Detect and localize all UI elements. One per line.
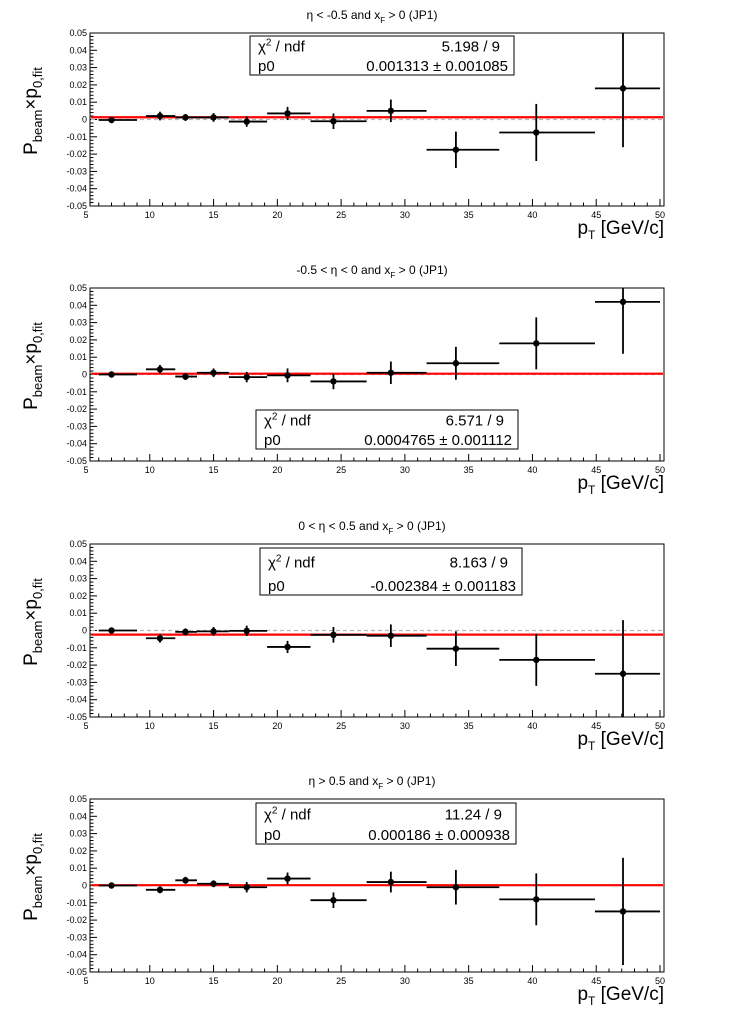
data-point-6 (267, 641, 310, 653)
y-tick-label: 0.01 (69, 608, 87, 619)
data-marker (284, 875, 290, 881)
chi-superscript: 2 (271, 805, 278, 817)
stats-p0-label: p0 (268, 578, 285, 595)
y-tick-label: -0.04 (66, 183, 87, 194)
data-marker (244, 628, 250, 634)
data-marker (453, 884, 459, 890)
stats-p0-value: 0.000186 ± 0.000938 (368, 827, 510, 844)
xlabel-main: p (577, 473, 589, 494)
stats-box (260, 548, 522, 595)
xlabel-main: p (577, 984, 589, 1005)
y-tick-label: 0 (81, 880, 87, 891)
ylabel-sub2: 0,fit (30, 833, 45, 855)
data-point-4 (197, 113, 229, 122)
xlabel-sub: T (588, 994, 596, 1008)
y-tick-label: 0.03 (69, 317, 87, 328)
x-tick-label: 50 (654, 465, 666, 475)
title-subscript: F (378, 782, 384, 791)
xlabel-unit: [GeV/c] (595, 473, 664, 494)
data-point-2 (146, 365, 175, 374)
data-marker (388, 108, 394, 114)
x-tick-label: 40 (527, 976, 538, 986)
x-tick-label: 40 (527, 721, 538, 731)
y-tick-label: -0.04 (66, 949, 87, 960)
ndf-text: / ndf (277, 412, 311, 430)
ylabel-sub1: beam (30, 620, 45, 654)
data-marker (182, 877, 188, 883)
ylabel-sub1: beam (30, 364, 45, 398)
data-marker (533, 657, 539, 663)
x-tick-label: 20 (272, 976, 283, 986)
y-tick-label: 0.04 (69, 811, 87, 822)
stats-p0-value: 0.001313 ± 0.001085 (366, 58, 508, 75)
x-tick-label: 45 (591, 976, 602, 986)
x-axis-label (577, 218, 664, 242)
stats-box (256, 803, 516, 844)
x-tick-label: 5 (83, 976, 89, 986)
stats-p0-value: 0.0004765 ± 0.001112 (364, 432, 512, 449)
data-marker (108, 117, 114, 123)
chi-superscript: 2 (271, 411, 278, 423)
ylabel-main: P (21, 908, 42, 921)
data-marker (210, 881, 216, 887)
x-axis-label (577, 473, 664, 497)
data-point-7 (310, 374, 366, 390)
x-tick-label: 15 (208, 976, 219, 986)
y-tick-label: 0.02 (69, 79, 87, 90)
y-tick-label: 0.05 (69, 539, 87, 549)
x-tick-label: 50 (654, 976, 666, 986)
data-marker (284, 644, 290, 650)
data-marker (244, 884, 250, 890)
x-tick-label: 15 (208, 721, 219, 731)
stats-chi2-label (264, 412, 312, 430)
y-tick-label: -0.05 (66, 712, 87, 722)
data-point-8 (367, 624, 427, 646)
title-subscript: F (390, 271, 396, 280)
xlabel-unit: [GeV/c] (595, 984, 664, 1005)
x-tick-label: 25 (336, 976, 347, 986)
ylabel-sub2: 0,fit (30, 578, 45, 600)
data-marker (533, 340, 539, 346)
y-tick-label: -0.01 (66, 131, 87, 142)
chart-panel-2 (21, 263, 665, 497)
x-tick-label: 25 (336, 210, 347, 220)
data-point-7 (310, 627, 366, 643)
x-tick-label: 15 (208, 465, 219, 475)
x-axis-label (577, 984, 664, 1008)
chart-title (296, 263, 447, 280)
data-marker (620, 299, 626, 305)
data-marker (453, 360, 459, 366)
data-marker (533, 896, 539, 902)
data-point-1 (99, 371, 137, 377)
x-tick-label: 35 (463, 721, 474, 731)
chi-superscript: 2 (265, 37, 272, 49)
x-tick-label: 35 (463, 976, 474, 986)
y-tick-label: -0.02 (66, 660, 87, 671)
data-point-7 (310, 113, 366, 129)
chart-panel-1 (21, 8, 665, 242)
title-text: > 0 (JP1) (385, 8, 438, 22)
data-marker (157, 887, 163, 893)
data-point-7 (310, 892, 366, 908)
xlabel-sub: T (588, 483, 596, 497)
x-tick-label: 30 (399, 721, 410, 731)
data-point-8 (367, 362, 427, 384)
x-tick-label: 20 (272, 721, 283, 731)
y-tick-label: 0.05 (69, 28, 87, 38)
data-marker (182, 373, 188, 379)
data-point-3 (175, 877, 197, 884)
y-axis-label (21, 578, 45, 666)
ylabel-main: P (21, 142, 42, 155)
x-tick-label: 5 (83, 210, 89, 220)
ndf-text: / ndf (277, 806, 311, 824)
y-tick-label: 0.02 (69, 334, 87, 345)
data-point-9 (427, 132, 500, 168)
data-point-6 (267, 873, 310, 885)
y-tick-label: -0.01 (66, 386, 87, 397)
ylabel-sub1: beam (30, 875, 45, 909)
chart-panel-3 (21, 519, 665, 753)
stats-p0-label: p0 (258, 58, 275, 75)
ylabel-times: ×p (21, 599, 42, 621)
data-marker (210, 628, 216, 634)
y-tick-label: -0.02 (66, 149, 87, 160)
x-tick-label: 30 (399, 976, 410, 986)
data-marker (330, 118, 336, 124)
data-marker (284, 372, 290, 378)
chi-symbol: χ (268, 554, 276, 572)
chart-title (307, 8, 438, 25)
y-tick-label: -0.02 (66, 915, 87, 926)
stats-chi2-value: 6.571 / 9 (445, 412, 504, 430)
y-tick-label: 0.05 (69, 283, 87, 293)
data-marker (244, 118, 250, 124)
ndf-text: / ndf (271, 38, 305, 56)
data-point-10 (499, 104, 595, 161)
title-text: η > 0.5 and x (308, 774, 379, 788)
title-text: η < -0.5 and x (306, 8, 381, 22)
title-text: > 0 (JP1) (395, 263, 448, 277)
data-marker (330, 632, 336, 638)
stats-chi2-value: 8.163 / 9 (449, 554, 508, 572)
xlabel-sub: T (588, 739, 596, 753)
y-tick-label: -0.03 (66, 421, 87, 432)
data-marker (108, 627, 114, 633)
x-tick-label: 10 (144, 465, 155, 475)
title-text: 0 < η < 0.5 and x (298, 519, 389, 533)
data-marker (620, 671, 626, 677)
data-point-11 (595, 288, 660, 354)
data-marker (620, 908, 626, 914)
title-text: > 0 (JP1) (383, 774, 436, 788)
data-point-4 (197, 368, 229, 377)
y-tick-label: 0.02 (69, 590, 87, 601)
data-marker (453, 147, 459, 153)
y-tick-label: -0.03 (66, 932, 87, 943)
x-tick-label: 5 (83, 721, 89, 731)
y-tick-label: 0.01 (69, 863, 87, 874)
data-point-10 (499, 873, 595, 925)
data-marker (210, 370, 216, 376)
y-tick-label: -0.04 (66, 438, 87, 449)
data-marker (330, 897, 336, 903)
ylabel-times: ×p (21, 88, 42, 110)
data-marker (244, 374, 250, 380)
data-marker (210, 114, 216, 120)
ylabel-main: P (21, 653, 42, 666)
stats-p0-label: p0 (264, 827, 281, 844)
y-tick-label: 0.04 (69, 300, 87, 311)
data-marker (388, 370, 394, 376)
data-marker (157, 113, 163, 119)
ylabel-times: ×p (21, 343, 42, 365)
data-point-8 (367, 100, 427, 122)
data-point-2 (146, 886, 175, 893)
data-point-9 (427, 631, 500, 666)
y-tick-label: 0.01 (69, 352, 87, 363)
data-marker (182, 114, 188, 120)
x-tick-label: 20 (272, 210, 283, 220)
chi-superscript: 2 (275, 553, 282, 565)
x-tick-label: 30 (399, 210, 410, 220)
y-axis-label (21, 322, 45, 410)
y-axis-label (21, 833, 45, 921)
ylabel-sub1: beam (30, 109, 45, 143)
data-point-1 (99, 627, 137, 633)
chart-panel-4 (21, 774, 665, 1008)
data-marker (182, 629, 188, 635)
data-marker (533, 129, 539, 135)
data-marker (330, 378, 336, 384)
y-tick-label: -0.05 (66, 456, 87, 466)
chi-symbol: χ (264, 412, 272, 430)
data-point-1 (99, 882, 137, 888)
y-tick-label: -0.03 (66, 166, 87, 177)
x-tick-label: 45 (591, 465, 602, 475)
data-point-9 (427, 870, 500, 905)
chi-symbol: χ (264, 806, 272, 824)
data-point-10 (499, 634, 595, 686)
title-subscript: F (388, 527, 394, 536)
x-tick-label: 25 (336, 465, 347, 475)
stats-p0-label: p0 (264, 432, 281, 449)
title-text: > 0 (JP1) (393, 519, 446, 533)
stats-chi2-value: 5.198 / 9 (441, 38, 500, 56)
x-tick-label: 35 (463, 210, 474, 220)
stats-box (256, 410, 518, 449)
data-point-5 (229, 882, 267, 892)
x-tick-label: 5 (83, 465, 89, 475)
data-point-8 (367, 872, 427, 893)
chart-title (298, 519, 445, 536)
x-tick-label: 50 (654, 721, 666, 731)
chi-symbol: χ (258, 38, 266, 56)
xlabel-main: p (577, 218, 589, 239)
x-tick-label: 30 (399, 465, 410, 475)
data-marker (157, 635, 163, 641)
ylabel-times: ×p (21, 854, 42, 876)
y-tick-label: 0.02 (69, 845, 87, 856)
x-tick-label: 50 (654, 210, 666, 220)
data-marker (388, 879, 394, 885)
y-tick-label: -0.01 (66, 642, 87, 653)
data-marker (284, 110, 290, 116)
x-tick-label: 20 (272, 465, 283, 475)
data-marker (108, 371, 114, 377)
title-text: -0.5 < η < 0 and x (296, 263, 391, 277)
x-tick-label: 15 (208, 210, 219, 220)
data-point-6 (267, 368, 310, 382)
data-marker (108, 882, 114, 888)
chart-title (309, 774, 436, 791)
x-tick-label: 45 (591, 721, 602, 731)
x-tick-label: 40 (527, 465, 538, 475)
y-tick-label: 0.03 (69, 828, 87, 839)
y-tick-label: -0.05 (66, 201, 87, 211)
y-tick-label: 0.04 (69, 45, 87, 56)
y-tick-label: 0 (81, 114, 87, 125)
y-tick-label: -0.01 (66, 897, 87, 908)
xlabel-sub: T (588, 228, 596, 242)
data-marker (453, 645, 459, 651)
y-tick-label: 0.01 (69, 97, 87, 108)
y-tick-label: -0.04 (66, 694, 87, 705)
data-marker (157, 366, 163, 372)
x-tick-label: 25 (336, 721, 347, 731)
ylabel-main: P (21, 397, 42, 410)
xlabel-unit: [GeV/c] (595, 729, 664, 750)
y-tick-label: 0 (81, 369, 87, 380)
x-tick-label: 10 (144, 976, 155, 986)
stats-chi2-label (258, 38, 306, 56)
x-axis-label (577, 729, 664, 753)
y-tick-label: 0 (81, 625, 87, 636)
y-tick-label: -0.03 (66, 677, 87, 688)
data-point-11 (595, 858, 660, 965)
data-marker (620, 85, 626, 91)
stats-chi2-value: 11.24 / 9 (444, 806, 502, 824)
data-point-11 (595, 33, 660, 147)
xlabel-main: p (577, 729, 589, 750)
stats-chi2-label (264, 806, 312, 824)
y-tick-label: -0.02 (66, 404, 87, 415)
ylabel-sub2: 0,fit (30, 322, 45, 344)
y-tick-label: 0.04 (69, 556, 87, 567)
x-tick-label: 10 (144, 721, 155, 731)
ylabel-sub2: 0,fit (30, 67, 45, 89)
y-tick-label: 0.03 (69, 573, 87, 584)
data-point-10 (499, 317, 595, 369)
ndf-text: / ndf (281, 554, 315, 572)
xlabel-unit: [GeV/c] (595, 218, 664, 239)
y-tick-label: -0.05 (66, 967, 87, 977)
y-tick-label: 0.05 (69, 794, 87, 804)
y-tick-label: 0.03 (69, 62, 87, 73)
stats-chi2-label (268, 554, 316, 572)
stats-box (250, 36, 514, 75)
title-subscript: F (380, 16, 386, 25)
x-tick-label: 10 (144, 210, 155, 220)
x-tick-label: 40 (527, 210, 538, 220)
x-tick-label: 35 (463, 465, 474, 475)
data-marker (388, 632, 394, 638)
stats-p0-value: -0.002384 ± 0.001183 (370, 578, 516, 595)
x-tick-label: 45 (591, 210, 602, 220)
y-axis-label (21, 67, 45, 155)
